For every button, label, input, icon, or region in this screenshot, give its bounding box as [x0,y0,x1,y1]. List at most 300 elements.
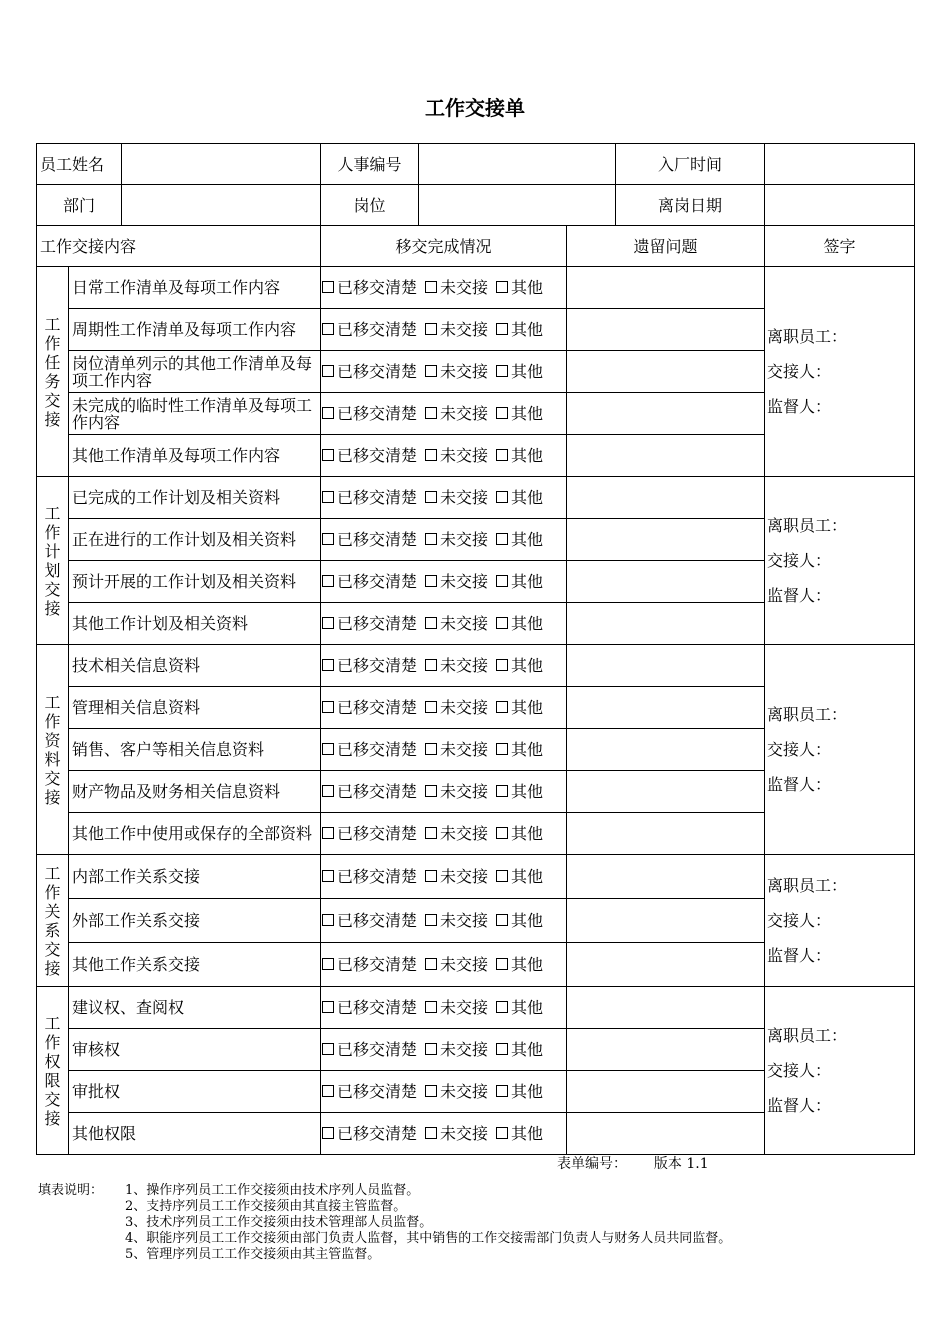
checkbox[interactable] [496,1127,508,1139]
handover-item: 预计开展的工作计划及相关资料 [69,561,321,603]
checkbox[interactable] [425,575,437,587]
personnel-no-label: 人事编号 [321,144,419,185]
option-handed-over[interactable] [322,530,417,549]
position-field[interactable] [419,185,616,226]
option-label: 已移交清楚 [337,656,418,675]
note-line: 4、职能序列员工工作交接须由部门负责人监督，其中销售的工作交接需部门负责人与财务人员共同监督。 [125,1231,732,1246]
handover-row [37,477,915,519]
option-label: 已移交清楚 [337,782,418,801]
signature-line: 离职员工： [767,876,848,895]
category-label [37,987,69,1155]
status-options [321,1113,567,1155]
checkbox[interactable] [496,743,508,755]
option-label: 未交接 [440,1082,489,1101]
option-label: 未交接 [440,278,489,297]
option-other[interactable] [496,867,543,886]
option-label: 其他 [511,572,544,591]
status-options [321,477,567,519]
option-not-handed-over[interactable] [425,911,488,930]
option-label: 其他 [511,740,544,759]
option-label: 已移交清楚 [337,488,418,507]
signature-line: 离职员工： [767,327,848,346]
handover-form-table [36,143,915,1155]
employee-name-field[interactable] [122,144,321,185]
option-label: 未交接 [440,698,489,717]
handover-item: 其他工作中使用或保存的全部资料 [69,813,321,855]
checkbox[interactable] [425,914,437,926]
remaining-issues-field[interactable] [567,267,765,309]
status-options [321,771,567,813]
option-label: 其他 [511,362,544,381]
remaining-issues-field[interactable] [567,1029,765,1071]
option-other[interactable] [496,740,543,759]
version-label: 版本 1.1 [653,1156,709,1172]
option-other[interactable] [496,614,543,633]
option-label: 未交接 [440,530,489,549]
option-not-handed-over[interactable] [425,782,488,801]
remaining-issues-field[interactable] [567,1113,765,1155]
checkbox[interactable] [496,701,508,713]
checkbox[interactable] [322,1085,334,1097]
remaining-issues-field[interactable] [567,687,765,729]
option-handed-over[interactable] [322,1082,417,1101]
status-options [321,435,567,477]
category-label [37,267,69,477]
status-options [321,1029,567,1071]
checkbox[interactable] [322,701,334,713]
handover-item: 技术相关信息资料 [69,645,321,687]
note-line: 1、操作序列员工工作交接须由技术序列人员监督。 [125,1183,420,1198]
checkbox[interactable] [322,659,334,671]
checkbox[interactable] [322,449,334,461]
employee-name-label: 员工姓名 [37,144,122,185]
category-text: 工作计划交接 [44,503,61,618]
option-label: 已移交清楚 [337,955,418,974]
option-label: 已移交清楚 [337,362,418,381]
checkbox[interactable] [322,870,334,882]
checkbox[interactable] [425,958,437,970]
remaining-issues-field[interactable] [567,771,765,813]
handover-item: 正在进行的工作计划及相关资料 [69,519,321,561]
handover-item: 未完成的临时性工作清单及每项工作内容 [69,393,321,435]
checkbox[interactable] [425,617,437,629]
option-handed-over[interactable] [322,998,417,1017]
remaining-issues-field[interactable] [567,477,765,519]
option-not-handed-over[interactable] [425,955,488,974]
option-handed-over[interactable] [322,911,417,930]
option-other[interactable] [496,824,543,843]
option-label: 其他 [511,955,544,974]
handover-item: 审核权 [69,1029,321,1071]
signature-block[interactable] [765,987,915,1155]
checkbox[interactable] [322,323,334,335]
option-label: 未交接 [440,488,489,507]
option-other[interactable] [496,530,543,549]
checkbox[interactable] [425,659,437,671]
status-options [321,987,567,1029]
handover-item: 其他工作关系交接 [69,943,321,987]
entry-date-label: 入厂时间 [616,144,765,185]
option-other[interactable] [496,998,543,1017]
option-label: 其他 [511,488,544,507]
note-line: 2、支持序列员工工作交接须由其直接主管监督。 [125,1199,407,1214]
option-handed-over[interactable] [322,1040,417,1059]
option-label: 未交接 [440,320,489,339]
option-not-handed-over[interactable] [425,488,488,507]
handover-item: 其他权限 [69,1113,321,1155]
option-label: 已移交清楚 [337,614,418,633]
issues-column-header: 遗留问题 [567,226,765,267]
checkbox[interactable] [322,407,334,419]
option-label: 其他 [511,446,544,465]
option-handed-over[interactable] [322,614,417,633]
option-label: 已移交清楚 [337,1124,418,1143]
option-not-handed-over[interactable] [425,572,488,591]
category-text: 工作任务交接 [44,314,61,429]
option-handed-over[interactable] [322,782,417,801]
checkbox[interactable] [322,575,334,587]
checkbox[interactable] [425,1085,437,1097]
option-not-handed-over[interactable] [425,998,488,1017]
option-label: 已移交清楚 [337,446,418,465]
remaining-issues-field[interactable] [567,987,765,1029]
remaining-issues-field[interactable] [567,309,765,351]
checkbox[interactable] [496,1043,508,1055]
leave-date-label: 离岗日期 [616,185,765,226]
option-label: 已移交清楚 [337,530,418,549]
checkbox[interactable] [425,743,437,755]
option-label: 未交接 [440,911,489,930]
option-not-handed-over[interactable] [425,446,488,465]
option-label: 未交接 [440,614,489,633]
option-not-handed-over[interactable] [425,1124,488,1143]
option-not-handed-over[interactable] [425,404,488,423]
checkbox[interactable] [425,323,437,335]
content-column-header: 工作交接内容 [37,226,321,267]
handover-item: 日常工作清单及每项工作内容 [69,267,321,309]
option-label: 已移交清楚 [337,698,418,717]
option-label: 未交接 [440,998,489,1017]
option-label: 未交接 [440,404,489,423]
personnel-no-field[interactable] [419,144,616,185]
handover-row [37,267,915,309]
option-label: 其他 [511,911,544,930]
checkbox[interactable] [322,365,334,377]
option-label: 已移交清楚 [337,1082,418,1101]
checkbox[interactable] [496,575,508,587]
signature-line: 交接人： [767,551,832,570]
option-other[interactable] [496,572,543,591]
option-handed-over[interactable] [322,278,417,297]
option-label: 其他 [511,824,544,843]
status-column-header: 移交完成情况 [321,226,567,267]
status-options [321,309,567,351]
remaining-issues-field[interactable] [567,393,765,435]
remaining-issues-field[interactable] [567,519,765,561]
option-label: 其他 [511,530,544,549]
checkbox[interactable] [322,617,334,629]
checkbox[interactable] [425,1043,437,1055]
option-label: 未交接 [440,446,489,465]
checkbox[interactable] [425,407,437,419]
remaining-issues-field[interactable] [567,813,765,855]
option-not-handed-over[interactable] [425,1082,488,1101]
option-label: 已移交清楚 [337,740,418,759]
category-label [37,477,69,645]
handover-item: 已完成的工作计划及相关资料 [69,477,321,519]
signature-line: 交接人： [767,1061,832,1080]
status-options [321,855,567,899]
checkbox[interactable] [496,827,508,839]
option-not-handed-over[interactable] [425,614,488,633]
remaining-issues-field[interactable] [567,645,765,687]
handover-item: 内部工作关系交接 [69,855,321,899]
option-label: 其他 [511,782,544,801]
checkbox[interactable] [496,323,508,335]
checkbox[interactable] [322,1001,334,1013]
remaining-issues-field[interactable] [567,855,765,899]
remaining-issues-field[interactable] [567,435,765,477]
checkbox[interactable] [496,1085,508,1097]
checkbox[interactable] [425,1001,437,1013]
option-label: 未交接 [440,824,489,843]
option-other[interactable] [496,955,543,974]
option-label: 未交接 [440,656,489,675]
signature-block[interactable] [765,267,915,477]
status-options [321,393,567,435]
checkbox[interactable] [496,365,508,377]
handover-item: 财产物品及财务相关信息资料 [69,771,321,813]
checkbox[interactable] [496,659,508,671]
option-handed-over[interactable] [322,867,417,886]
option-not-handed-over[interactable] [425,824,488,843]
option-handed-over[interactable] [322,362,417,381]
remaining-issues-field[interactable] [567,899,765,943]
option-other[interactable] [496,911,543,930]
option-not-handed-over[interactable] [425,278,488,297]
remaining-issues-field[interactable] [567,561,765,603]
handover-item: 外部工作关系交接 [69,899,321,943]
option-label: 其他 [511,614,544,633]
option-not-handed-over[interactable] [425,867,488,886]
checkbox[interactable] [496,533,508,545]
checkbox[interactable] [425,491,437,503]
status-options [321,519,567,561]
checkbox[interactable] [322,533,334,545]
option-other[interactable] [496,320,543,339]
option-label: 未交接 [440,867,489,886]
option-label: 未交接 [440,572,489,591]
position-label: 岗位 [321,185,419,226]
option-label: 其他 [511,404,544,423]
department-field[interactable] [122,185,321,226]
option-handed-over[interactable] [322,572,417,591]
option-handed-over[interactable] [322,740,417,759]
handover-item: 建议权、查阅权 [69,987,321,1029]
checkbox[interactable] [496,785,508,797]
category-text: 工作关系交接 [44,863,61,978]
signature-line: 交接人： [767,911,832,930]
category-text: 工作资料交接 [44,692,61,807]
option-label: 其他 [511,320,544,339]
checkbox[interactable] [425,827,437,839]
status-options [321,813,567,855]
option-other[interactable] [496,446,543,465]
checkbox[interactable] [425,701,437,713]
option-other[interactable] [496,782,543,801]
option-label: 已移交清楚 [337,824,418,843]
option-not-handed-over[interactable] [425,698,488,717]
entry-date-field[interactable] [765,144,915,185]
signature-line: 监督人： [767,397,832,416]
checkbox[interactable] [322,281,334,293]
option-label: 已移交清楚 [337,867,418,886]
status-options [321,687,567,729]
option-not-handed-over[interactable] [425,740,488,759]
department-label: 部门 [37,185,122,226]
category-label [37,855,69,987]
checkbox[interactable] [496,407,508,419]
checkbox[interactable] [496,958,508,970]
handover-row [37,987,915,1029]
option-label: 其他 [511,698,544,717]
option-label: 其他 [511,998,544,1017]
option-label: 已移交清楚 [337,320,418,339]
option-handed-over[interactable] [322,656,417,675]
signature-line: 离职员工： [767,1026,848,1045]
status-options [321,267,567,309]
option-label: 未交接 [440,782,489,801]
status-options [321,603,567,645]
status-options [321,351,567,393]
notes-label: 填表说明： [38,1183,104,1198]
option-handed-over[interactable] [322,488,417,507]
signature-line: 监督人： [767,586,832,605]
option-label: 其他 [511,656,544,675]
leave-date-field[interactable] [765,185,915,226]
form-code-label: 表单编号： [557,1156,627,1172]
checkbox[interactable] [496,281,508,293]
signature-column-header: 签字 [765,226,915,267]
signature-line: 监督人： [767,946,832,965]
remaining-issues-field[interactable] [567,729,765,771]
signature-block[interactable] [765,477,915,645]
option-label: 未交接 [440,740,489,759]
checkbox[interactable] [496,617,508,629]
option-handed-over[interactable] [322,698,417,717]
option-not-handed-over[interactable] [425,362,488,381]
option-label: 其他 [511,1082,544,1101]
handover-item: 其他工作计划及相关资料 [69,603,321,645]
status-options [321,1071,567,1113]
checkbox[interactable] [425,449,437,461]
option-not-handed-over[interactable] [425,1040,488,1059]
option-label: 已移交清楚 [337,998,418,1017]
option-label: 已移交清楚 [337,404,418,423]
option-other[interactable] [496,656,543,675]
handover-item: 销售、客户等相关信息资料 [69,729,321,771]
option-other[interactable] [496,1082,543,1101]
remaining-issues-field[interactable] [567,1071,765,1113]
option-handed-over[interactable] [322,1124,417,1143]
option-other[interactable] [496,404,543,423]
remaining-issues-field[interactable] [567,943,765,987]
signature-line: 交接人： [767,740,832,759]
signature-line: 离职员工： [767,705,848,724]
checkbox[interactable] [425,870,437,882]
option-other[interactable] [496,488,543,507]
checkbox[interactable] [322,785,334,797]
checkbox[interactable] [322,827,334,839]
option-handed-over[interactable] [322,320,417,339]
checkbox[interactable] [322,1127,334,1139]
handover-item: 其他工作清单及每项工作内容 [69,435,321,477]
remaining-issues-field[interactable] [567,603,765,645]
option-other[interactable] [496,362,543,381]
status-options [321,729,567,771]
option-other[interactable] [496,698,543,717]
checkbox[interactable] [322,743,334,755]
status-options [321,645,567,687]
option-other[interactable] [496,1124,543,1143]
option-label: 其他 [511,278,544,297]
option-not-handed-over[interactable] [425,320,488,339]
checkbox[interactable] [496,870,508,882]
option-not-handed-over[interactable] [425,656,488,675]
page-title: 工作交接单 [425,96,525,120]
option-label: 未交接 [440,362,489,381]
option-label: 其他 [511,867,544,886]
option-not-handed-over[interactable] [425,530,488,549]
option-label: 未交接 [440,955,489,974]
checkbox[interactable] [425,281,437,293]
option-other[interactable] [496,278,543,297]
checkbox[interactable] [496,1001,508,1013]
checkbox[interactable] [322,491,334,503]
checkbox[interactable] [322,1043,334,1055]
checkbox[interactable] [322,914,334,926]
option-handed-over[interactable] [322,955,417,974]
note-line: 5、管理序列员工工作交接须由其主管监督。 [125,1247,381,1262]
remaining-issues-field[interactable] [567,351,765,393]
checkbox[interactable] [425,533,437,545]
status-options [321,899,567,943]
checkbox[interactable] [496,491,508,503]
checkbox[interactable] [425,785,437,797]
option-label: 已移交清楚 [337,572,418,591]
status-options [321,561,567,603]
option-handed-over[interactable] [322,824,417,843]
signature-block[interactable] [765,645,915,855]
signature-block[interactable] [765,855,915,987]
option-other[interactable] [496,1040,543,1059]
form-code [557,1153,709,1173]
checkbox[interactable] [322,958,334,970]
handover-item: 审批权 [69,1071,321,1113]
category-text: 工作权限交接 [44,1013,61,1128]
option-label: 未交接 [440,1124,489,1143]
option-label: 已移交清楚 [337,278,418,297]
handover-row [37,855,915,899]
checkbox[interactable] [425,1127,437,1139]
option-label: 其他 [511,1040,544,1059]
checkbox[interactable] [496,914,508,926]
option-handed-over[interactable] [322,404,417,423]
option-handed-over[interactable] [322,446,417,465]
checkbox[interactable] [425,365,437,377]
note-line: 3、技术序列员工工作交接须由技术管理部人员监督。 [125,1215,433,1230]
checkbox[interactable] [496,449,508,461]
